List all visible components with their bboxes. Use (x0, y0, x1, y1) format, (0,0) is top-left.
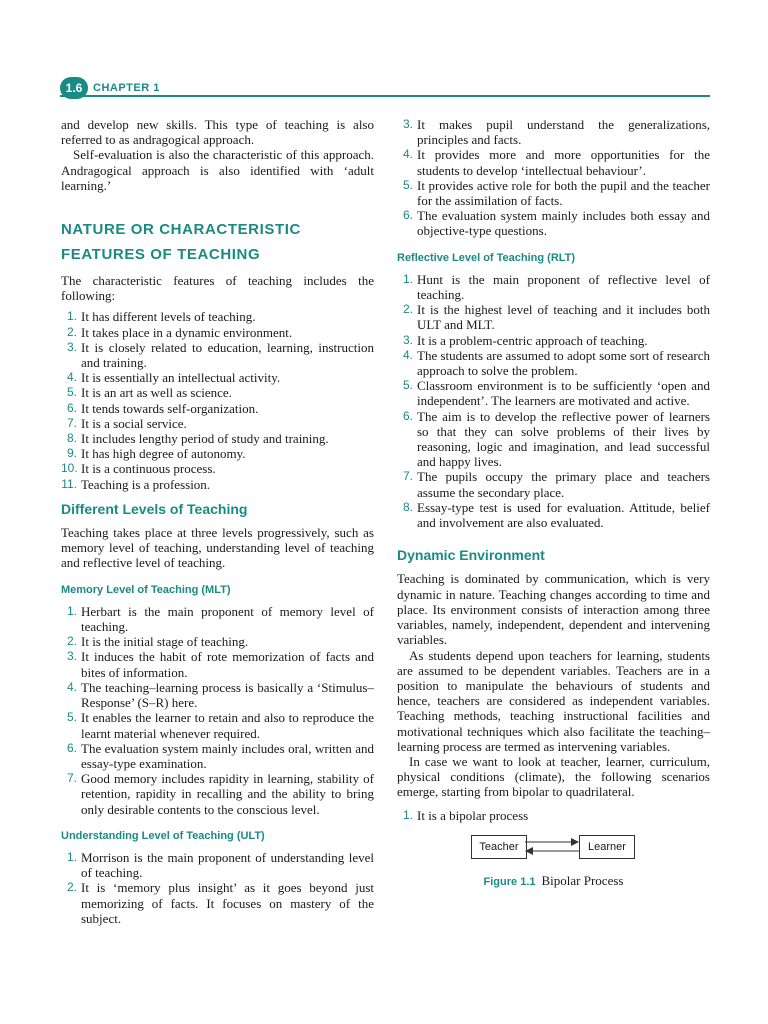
list-item (397, 147, 710, 177)
bidirectional-arrow-icon (525, 835, 579, 859)
teacher-box: Teacher (471, 835, 527, 859)
list-item-text: It is the highest level of teaching and it includes both ULT and MLT. (417, 302, 710, 333)
ult-list-continued (397, 117, 710, 239)
list-item-text: It makes pupil understand the generalizations, principles and facts. (417, 117, 710, 148)
list-item-number: 7. (66, 771, 77, 786)
list-item (397, 808, 710, 823)
nature-heading: NATURE OR CHARACTERISTIC FEATURES OF TEACHING (61, 221, 301, 264)
list-item (397, 117, 710, 147)
list-item (61, 477, 374, 492)
rlt-list (397, 272, 710, 530)
list-item (61, 741, 374, 771)
page-number-badge: 1.6 (60, 77, 88, 99)
list-item-number: 6. (402, 408, 413, 423)
list-item-text: It provides more and more opportunities for the students to develop ‘intellectual behaviour’. (417, 147, 710, 178)
list-item-text: It is a bipolar process (417, 807, 529, 823)
list-item-text: The teaching–learning process is basically a ‘Stimulus–Response’ (S–R) here. (81, 679, 374, 711)
list-item (61, 385, 374, 400)
list-item-number: 4. (402, 147, 413, 162)
list-item-text: It is essentially an intellectual activity. (81, 370, 281, 386)
list-item (397, 208, 710, 238)
ult-heading: Understanding Level of Teaching (ULT) (61, 829, 265, 842)
list-item (61, 710, 374, 740)
dynamic-paragraph-1: Teaching is dominated by communication, which is very dynamic in nature. Teaching changes according to time and place. Its environment consists of interaction among three variables, namely, independent, dependent and intervening variables. (397, 571, 710, 648)
intro-paragraph-1: and develop new skills. This type of teaching is also referred to as andragogical approach. (61, 117, 374, 148)
bipolar-figure (397, 835, 710, 871)
list-item-text: It enables the learner to retain and also to reproduce the learnt material whenever required. (81, 710, 374, 741)
list-item-number: 5. (66, 710, 77, 725)
list-item-text: It induces the habit of rote memorization of facts and bites of information. (81, 649, 374, 680)
list-item-number: 1. (66, 603, 77, 618)
list-item (397, 333, 710, 348)
list-item-number: 2. (66, 324, 77, 339)
list-item-number: 5. (402, 177, 413, 192)
list-item-text: It is closely related to education, learning, instruction and training. (81, 339, 374, 371)
chapter-label: CHAPTER 1 (93, 82, 160, 94)
list-item-number: 3. (402, 117, 413, 131)
list-item-number: 5. (402, 378, 413, 393)
list-item (61, 309, 374, 324)
features-list (61, 309, 374, 491)
list-item-number: 1. (66, 849, 77, 864)
list-item-text: Classroom environment is to be sufficiently ‘open and independent’. The learners are motivated and active. (417, 378, 710, 409)
list-item (397, 348, 710, 378)
list-item-number: 4. (402, 347, 413, 362)
list-item-text: The pupils occupy the primary place and teachers assume the secondary place. (417, 469, 710, 500)
list-item-text: It is a continuous process. (81, 461, 216, 477)
dynamic-paragraph-2: As students depend upon teachers for learning, students are assumed to be dependent variables. Teachers are in a position to manipulate the behaviours of students and hence, teachers are considered as independent variables. Teaching methods, teaching instructional facilities and motivational techniques which also facilitate the teaching–learning process are termed as intervening variables. (397, 647, 710, 754)
list-item-text: It takes place in a dynamic environment. (81, 324, 293, 340)
list-item (397, 500, 710, 530)
list-item-text: Herbart is the main proponent of memory level of teaching. (81, 603, 374, 635)
list-item-number: 2. (402, 302, 413, 317)
list-item-text: It has high degree of autonomy. (81, 446, 246, 462)
list-item-number: 6. (66, 740, 77, 755)
list-item-number: 11. (61, 476, 77, 491)
list-item-number: 1. (402, 807, 413, 822)
list-item-number: 7. (402, 469, 413, 484)
list-item-number: 6. (66, 400, 77, 415)
list-item (61, 880, 374, 926)
list-item (61, 446, 374, 461)
list-item-text: It tends towards self-organization. (81, 400, 259, 416)
list-item-number: 3. (66, 649, 77, 664)
list-item (61, 416, 374, 431)
dynamic-paragraph-3: In case we want to look at teacher, learner, curriculum, physical conditions (climate), the following scenarios emerge, starting from bipolar to quadrilateral. (397, 753, 710, 800)
list-item-text: It is ‘memory plus insight’ as it goes beyond just memorizing of facts. It focuses on mastery of the subject. (81, 880, 374, 926)
list-item (61, 325, 374, 340)
list-item-text: It provides active role for both the pupil and the teacher for the assimilation of facts. (417, 177, 710, 209)
list-item-text: It is the initial stage of teaching. (81, 634, 249, 650)
rlt-heading: Reflective Level of Teaching (RLT) (397, 251, 576, 264)
list-item (397, 409, 710, 470)
dynamic-list (397, 808, 710, 823)
list-item-number: 9. (66, 446, 77, 461)
right-column (397, 117, 710, 890)
list-item-text: It is a problem-centric approach of teaching. (417, 332, 648, 348)
list-item-text: It includes lengthy period of study and training. (81, 431, 329, 447)
list-item-number: 2. (66, 880, 77, 895)
list-item (397, 469, 710, 499)
list-item-number: 8. (66, 431, 77, 446)
list-item-text: Morrison is the main proponent of understanding level of teaching. (81, 849, 374, 881)
list-item-text: The aim is to develop the reflective power of learners so that they can solve problems of their lives by reasoning, logic and imagination, and lead successful and happy lives. (417, 408, 710, 470)
list-item-number: 6. (402, 208, 413, 223)
list-item-text: Good memory includes rapidity in learning, stability of retention, rapidity in recalling and the ability to bring only desirable contents to the conscious level. (81, 771, 374, 817)
list-item-text: It has different levels of teaching. (81, 309, 256, 325)
ult-list (61, 850, 374, 926)
list-item (397, 378, 710, 408)
list-item-text: It is an art as well as science. (81, 385, 232, 401)
mlt-list (61, 604, 374, 817)
list-item-text: Essay-type test is used for evaluation. Attitude, belief and involvement are also evaluated. (417, 499, 710, 531)
header-rule (60, 95, 710, 97)
list-item (61, 649, 374, 679)
list-item-number: 3. (66, 339, 77, 354)
levels-heading: Different Levels of Teaching (61, 500, 248, 517)
list-item-number: 10. (61, 461, 78, 476)
list-item (397, 302, 710, 332)
list-item-number: 2. (66, 634, 77, 649)
list-item-number: 5. (66, 385, 77, 400)
list-item (61, 461, 374, 476)
list-item (61, 431, 374, 446)
list-item (61, 401, 374, 416)
left-column (61, 117, 374, 926)
list-item-text: The evaluation system mainly includes both essay and objective-type questions. (417, 208, 710, 239)
list-item-number: 4. (66, 370, 77, 385)
list-item-text: Hunt is the main proponent of reflective level of teaching. (417, 271, 710, 303)
list-item-number: 1. (402, 271, 413, 286)
list-item (61, 850, 374, 880)
list-item-text: The students are assumed to adopt some sort of research approach to solve the problem. (417, 347, 710, 379)
list-item (61, 604, 374, 634)
list-item (61, 340, 374, 370)
levels-intro: Teaching takes place at three levels progressively, such as memory level of teaching, understanding level of teaching and reflective level of teaching. (61, 525, 374, 571)
list-item-number: 8. (402, 499, 413, 514)
list-item-number: 7. (66, 415, 77, 430)
list-item-number: 3. (402, 332, 413, 347)
list-item (61, 634, 374, 649)
list-item-text: It is a social service. (81, 415, 187, 431)
intro-paragraph-2: Self-evaluation is also the characteristic of this approach. Andragogical approach is also identified with ‘adult learning.’ (61, 147, 374, 193)
list-item (397, 178, 710, 208)
list-item-text: The evaluation system mainly includes oral, written and essay-type examination. (81, 740, 374, 771)
list-item (397, 272, 710, 302)
list-item-number: 1. (66, 309, 77, 324)
list-item-number: 4. (66, 679, 77, 694)
mlt-heading: Memory Level of Teaching (MLT) (61, 583, 231, 596)
learner-box: Learner (579, 835, 635, 859)
nature-intro: The characteristic features of teaching includes the following: (61, 273, 374, 304)
figure-caption: Figure 1.1 Bipolar Process (483, 872, 624, 888)
list-item (61, 680, 374, 710)
list-item (61, 771, 374, 817)
list-item (61, 370, 374, 385)
list-item-text: Teaching is a profession. (81, 476, 211, 492)
dynamic-heading: Dynamic Environment (397, 547, 545, 564)
